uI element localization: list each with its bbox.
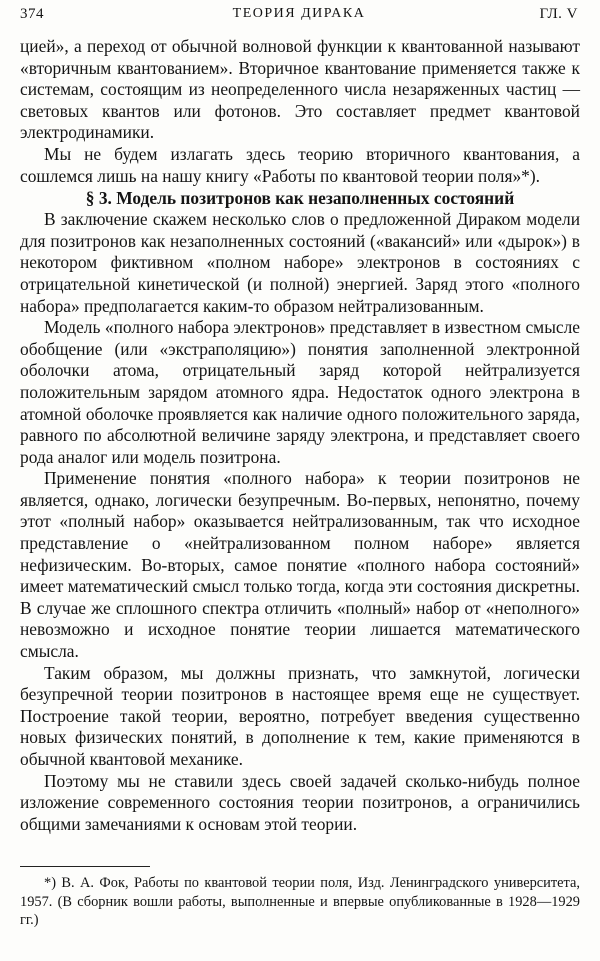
main-text [20,36,580,835]
paragraph: Таким образом, мы должны признать, что замкнутой, логически безупречной теории позитронов в настоящее время еще не существует. Построение такой теории, вероятно, потребует введения существенно новых физических понятий, в дополнение к тем, какие применяются в обычной квантовой механике. [20,662,580,769]
running-title: ТЕОРИЯ ДИРАКА [232,6,366,21]
paragraph: Применение понятия «полного набора» к теории позитронов не является, однако, логически безупречным. Во-первых, непонятно, почему этот «полный набор» оказывается нейтрализованным, так что исходное представление о «нейтрализованном полном наборе» является нефизическим. Во-вторых, самое понятие «полного набора состояний» имеет математический смысл только тогда, когда эти состояния дискретны. В случае же сплошного спектра отличить «полный» набор от «неполного» невозможно и исходное понятие теории лишается математического смысла. [20,468,580,662]
running-header [20,6,578,28]
footnote-text: *) В. А. Фок, Работы по квантовой теории поля, Изд. Ленинградского университета, 1957. (В сборник вошли работы, выполненные и впервые опубликованные в 1928—1929 гг.) [20,875,580,928]
paragraph: Модель «полного набора электронов» представляет в известном смысле обобщение (или «экстраполяцию») понятия заполненной электронной оболочки атома, отрицательный заряд которой нейтрализуется положительным зарядом атомного ядра. Недостаток одного электрона в атомной оболочке проявляется как наличие одного положительного заряда, равного по абсолютной величине заряду электрона, и представляет своего рода аналог или модель позитрона. [20,317,580,467]
chapter-label: ГЛ. V [539,6,578,22]
page-number: 374 [20,6,44,22]
paragraph: Поэтому мы не ставили здесь своей задачей сколько-нибудь полное изложение современного состояния теории позитронов, а ограничились общими замечаниями к основам этой теории. [20,770,580,834]
paragraph: Мы не будем излагать здесь теорию вторичного квантования, а сошлемся лишь на нашу книгу «Работы по квантовой теории поля»*). [20,143,580,186]
section-heading: § 3. Модель позитронов как незаполненных состояний [85,188,515,209]
footnote [20,874,580,930]
paragraph: цией», а переход от обычной волновой функции к квантованной называют «вторичным квантованием». Вторичное квантование применяется также к системам, состоящим из неопределенного числа незаряженных частиц — световых квантов или фотонов. Это составляет предмет квантовой электродинамики. [20,36,580,143]
paragraph: В заключение скажем несколько слов о предложенной Дираком модели для позитронов как незаполненных состояний («вакансий» или «дырок») в некотором фиктивном «полном наборе» электронов в состояниях с отрицательной кинетической (и полной) энергией. Заряд этого «полного набора» предполагается каким-то образом нейтрализованным. [20,209,580,316]
footnote-divider [20,866,150,867]
